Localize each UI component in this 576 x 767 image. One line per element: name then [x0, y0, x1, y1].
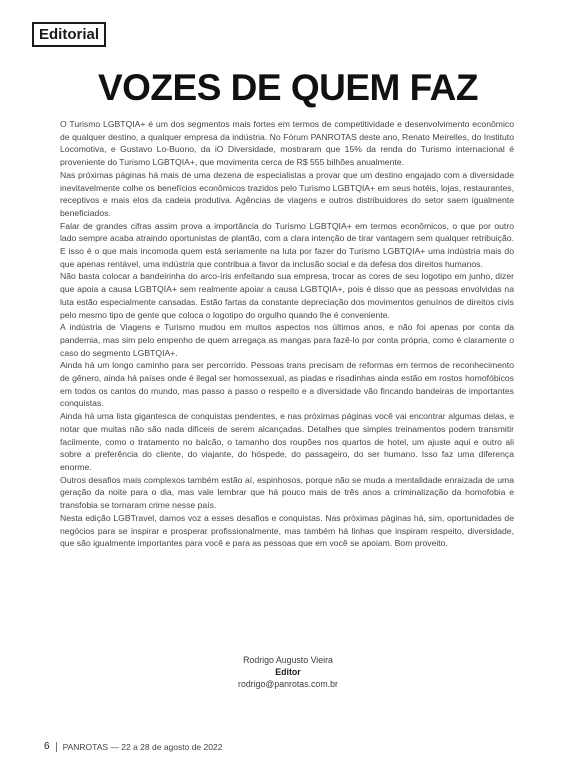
article-paragraph: Nesta edição LGBTravel, damos voz a esses desafios e conquistas. Nas próximas páginas há, sim, oportunidades de negócios para se inspirar e prosperar profissionalmente, mas também há linhas que inspiram respeito, diversidade, que são igualmente importantes para você e para as pessoas que em você se apoiam. Bom proveito. — [60, 512, 514, 549]
article-paragraph: O Turismo LGBTQIA+ é um dos segmentos mais fortes em termos de competitividade e desenvolvimento econômico de qualquer destino, a qualquer empresa da indústria. No Fórum PANROTAS deste ano, Renato Meirelles, do Instituto Locomotiva, e Gustavo Lo-Buono, da iO Diversidade, mostraram que 15% da renda do Turismo internacional é proveniente do Turismo LGBTQIA+, que movimenta cerca de R$ 555 bilhões anualmente. — [60, 119, 514, 168]
section-tag: Editorial — [32, 22, 106, 47]
page-headline: VOZES DE QUEM FAZ — [97, 67, 479, 108]
article-paragraph: Não basta colocar a bandeirinha do arco-íris enfeitando sua empresa, trocar as cores de seu logotipo em junho, dizer que apoia a causa LGBTQIA+ sem realmente apoiar a causa LGBTQIA+, pois é disso que as pessoas envolvidas na luta estão especialmente cansadas. Estão fartas da constante depreciação dos movimentos genuínos de direitos civis pelo mesmo tipo de gente que coloca o logotipo do orgulho quando lhe é conveniente. — [60, 271, 514, 320]
article-paragraph: A indústria de Viagens e Turismo mudou em muitos aspectos nos últimos anos, e não foi apenas por conta da pandemia, mas sim pelo empenho de quem arregaça as mangas para fazê-lo por conta própria, como é claramente o caso do segmento LGBTQIA+. — [60, 322, 514, 358]
page-number: 6 — [44, 741, 50, 752]
article-body — [60, 118, 514, 550]
footer-divider — [56, 742, 57, 752]
article-paragraph: Falar de grandes cifras assim prova a importância do Turismo LGBTQIA+ em termos econômicos, o que por outro lado sempre acaba atraindo oportunistas de plantão, com a clara intenção de tirar vantagem sem qualquer retribuição. E isso é o que mais incomoda quem está seriamente na luta por fazer do Turismo LGBTQIA+ uma indústria mais do que apenas rentável, uma indústria que contribua a favor da inclusão social e da defesa dos direitos humanos. — [60, 220, 514, 269]
page-footer — [44, 741, 222, 752]
publication-info: PANROTAS — 22 a 28 de agosto de 2022 — [62, 741, 223, 752]
article-paragraph: Ainda há um longo caminho para ser percorrido. Pessoas trans precisam de reformas em termos de reconhecimento de gênero, ainda há países onde é ilegal ser homossexual, as piadas e risadinhas ainda estão em rostos homofóbicos em todos os cantos do mundo, mas passo a passo o respeito e a diversidade vão fincando bandeiras de importantes conquistas. — [60, 360, 514, 409]
article-paragraph: Nas próximas páginas há mais de uma dezena de especialistas a provar que um destino engajado com a diversidade inevitavelmente colhe os benefícios econômicos trazidos pelo Turismo LGBTQIA+ em seus hotéis, lojas, restaurantes, receptivos e mais elos da cadeia produtiva. Agências de viagens e outros distribuidores do setor saem igualmente beneficiados. — [60, 169, 514, 218]
author-signature — [0, 654, 576, 690]
author-role: Editor — [275, 667, 301, 677]
author-email[interactable]: rodrigo@panrotas.com.br — [238, 679, 338, 689]
article-paragraph: Ainda há uma lista gigantesca de conquistas pendentes, e nas próximas páginas você vai encontrar algumas delas, e notar que muitas não são nada difíceis de serem alcançadas. Detalhes que simples treinamentos podem transmitir facilmente, como o tratamento no balcão, o tamanho dos roupões nos quartos de hotel, um ajuste aqui e outro ali sobre a preferência do cliente, do viajante, do hóspede, do passageiro, do ser humano. Isso faz uma diferença enorme. — [60, 411, 514, 472]
author-name: Rodrigo Augusto Vieira — [243, 655, 333, 665]
article-paragraph: Outros desafios mais complexos também estão aí, espinhosos, porque não se muda a mentalidade enraizada de uma geração da noite para o dia, mas vale lembrar que há pouco mais de três anos a criminalização da homofobia e transfobia se tornaram crime nesse país. — [60, 474, 514, 511]
